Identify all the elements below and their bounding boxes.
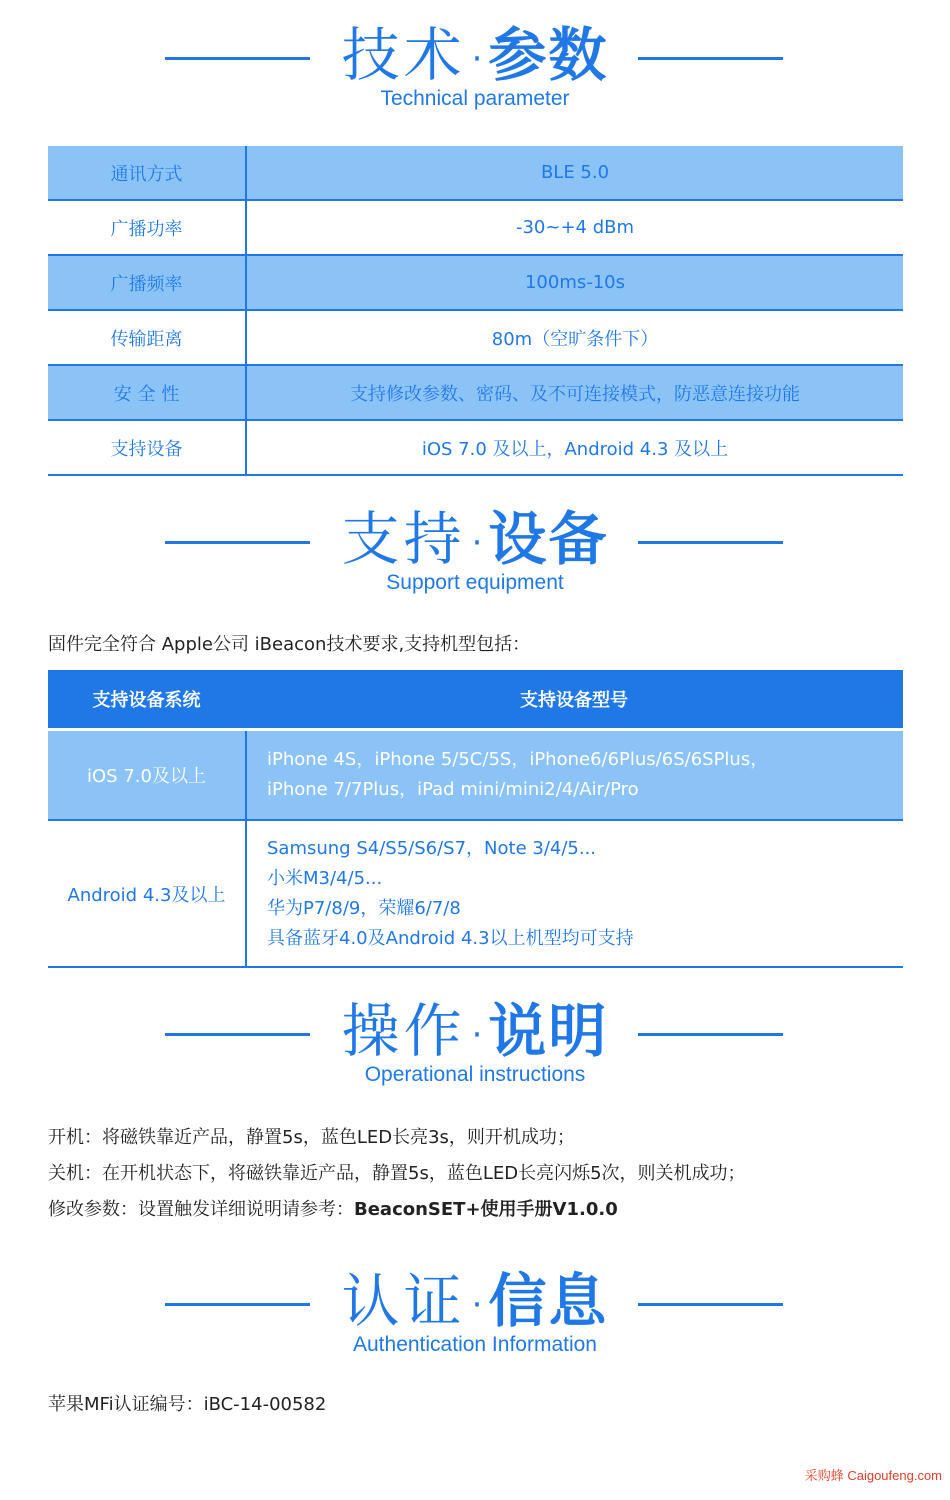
- android-models: [247, 821, 903, 966]
- modify-params-text: 修改参数：设置触发详细说明请参考：BeaconSET+使用手册V1.0.0: [48, 1199, 618, 1220]
- spec-value: BLE 5.0: [540, 162, 610, 183]
- spec-value: 支持修改参数、密码、及不可连接模式，防恶意连接功能: [350, 383, 800, 405]
- model-line: Samsung S4/S5/S6/S7，Note 3/4/5...: [267, 837, 597, 859]
- spec-key: 传输距离: [48, 311, 247, 364]
- section-subtitle: Operational instructions: [364, 1063, 586, 1086]
- spec-key: 安 全 性: [48, 366, 247, 419]
- spec-value: 100ms-10s: [524, 272, 626, 293]
- ios-models: [247, 731, 903, 819]
- ios-system: iOS 7.0及以上: [48, 731, 247, 819]
- table-row: [48, 311, 903, 366]
- section-title: 支持 · 设备: [341, 505, 609, 573]
- table-row: [48, 728, 903, 821]
- spec-key: 广播频率: [48, 256, 247, 309]
- table-row: [48, 146, 903, 201]
- spec-key: 支持设备: [48, 421, 247, 474]
- spec-key: 通讯方式: [48, 146, 247, 199]
- spec-value: iOS 7.0 及以上，Android 4.3 及以上: [421, 438, 729, 460]
- android-system: Android 4.3及以上: [48, 821, 247, 966]
- section-title: 技术 · 参数: [341, 21, 609, 89]
- header-models: 支持设备型号: [520, 690, 628, 711]
- section-title: 认证 · 信息: [341, 1267, 609, 1335]
- support-intro: 固件完全符合 Apple公司 iBeacon技术要求,支持机型包括：: [48, 634, 531, 655]
- spec-value: -30~+4 dBm: [515, 217, 635, 238]
- auth-heading: [0, 1246, 950, 1356]
- tech-heading: [0, 0, 950, 110]
- ops-instructions: [48, 1120, 746, 1228]
- header-system: 支持设备系统: [92, 690, 201, 711]
- table-row: [48, 421, 903, 476]
- model-line: 具备蓝牙4.0及Android 4.3以上机型均可支持: [267, 927, 634, 949]
- watermark: 采购蜂 Caigoufeng.com: [804, 1468, 942, 1483]
- model-line: iPhone 4S，iPhone 5/5C/5S，iPhone6/6Plus/6S/6SPlus，: [267, 749, 769, 770]
- support-heading: [0, 484, 950, 594]
- spec-table: [48, 146, 903, 476]
- mfi-cert-number: 苹果MFi认证编号：iBC-14-00582: [48, 1394, 327, 1415]
- section-subtitle: Authentication Information: [353, 1333, 597, 1356]
- table-row: [48, 256, 903, 311]
- manual-reference: BeaconSET+使用手册V1.0.0: [354, 1199, 618, 1220]
- spec-value: 80m（空旷条件下）: [491, 328, 659, 350]
- section-subtitle: Technical parameter: [380, 87, 570, 110]
- ops-heading: [0, 976, 950, 1086]
- table-header: [48, 670, 903, 728]
- power-off-text: 关机：在开机状态下，将磁铁靠近产品，静置5s，蓝色LED长亮闪烁5次，则关机成功；: [48, 1163, 746, 1184]
- spec-key: 广播功率: [48, 201, 247, 254]
- model-line: 华为P7/8/9，荣耀6/7/8: [267, 897, 461, 919]
- section-subtitle: Support equipment: [386, 571, 564, 594]
- table-row: [48, 821, 903, 968]
- model-line: iPhone 7/7Plus，iPad mini/mini2/4/Air/Pro: [267, 779, 639, 800]
- power-on-text: 开机：将磁铁靠近产品，静置5s，蓝色LED长亮3s，则开机成功；: [48, 1127, 575, 1148]
- table-row: [48, 366, 903, 421]
- model-line: 小米M3/4/5...: [267, 867, 383, 889]
- section-title: 操作 · 说明: [341, 997, 609, 1065]
- table-row: [48, 201, 903, 256]
- device-table: [48, 670, 903, 968]
